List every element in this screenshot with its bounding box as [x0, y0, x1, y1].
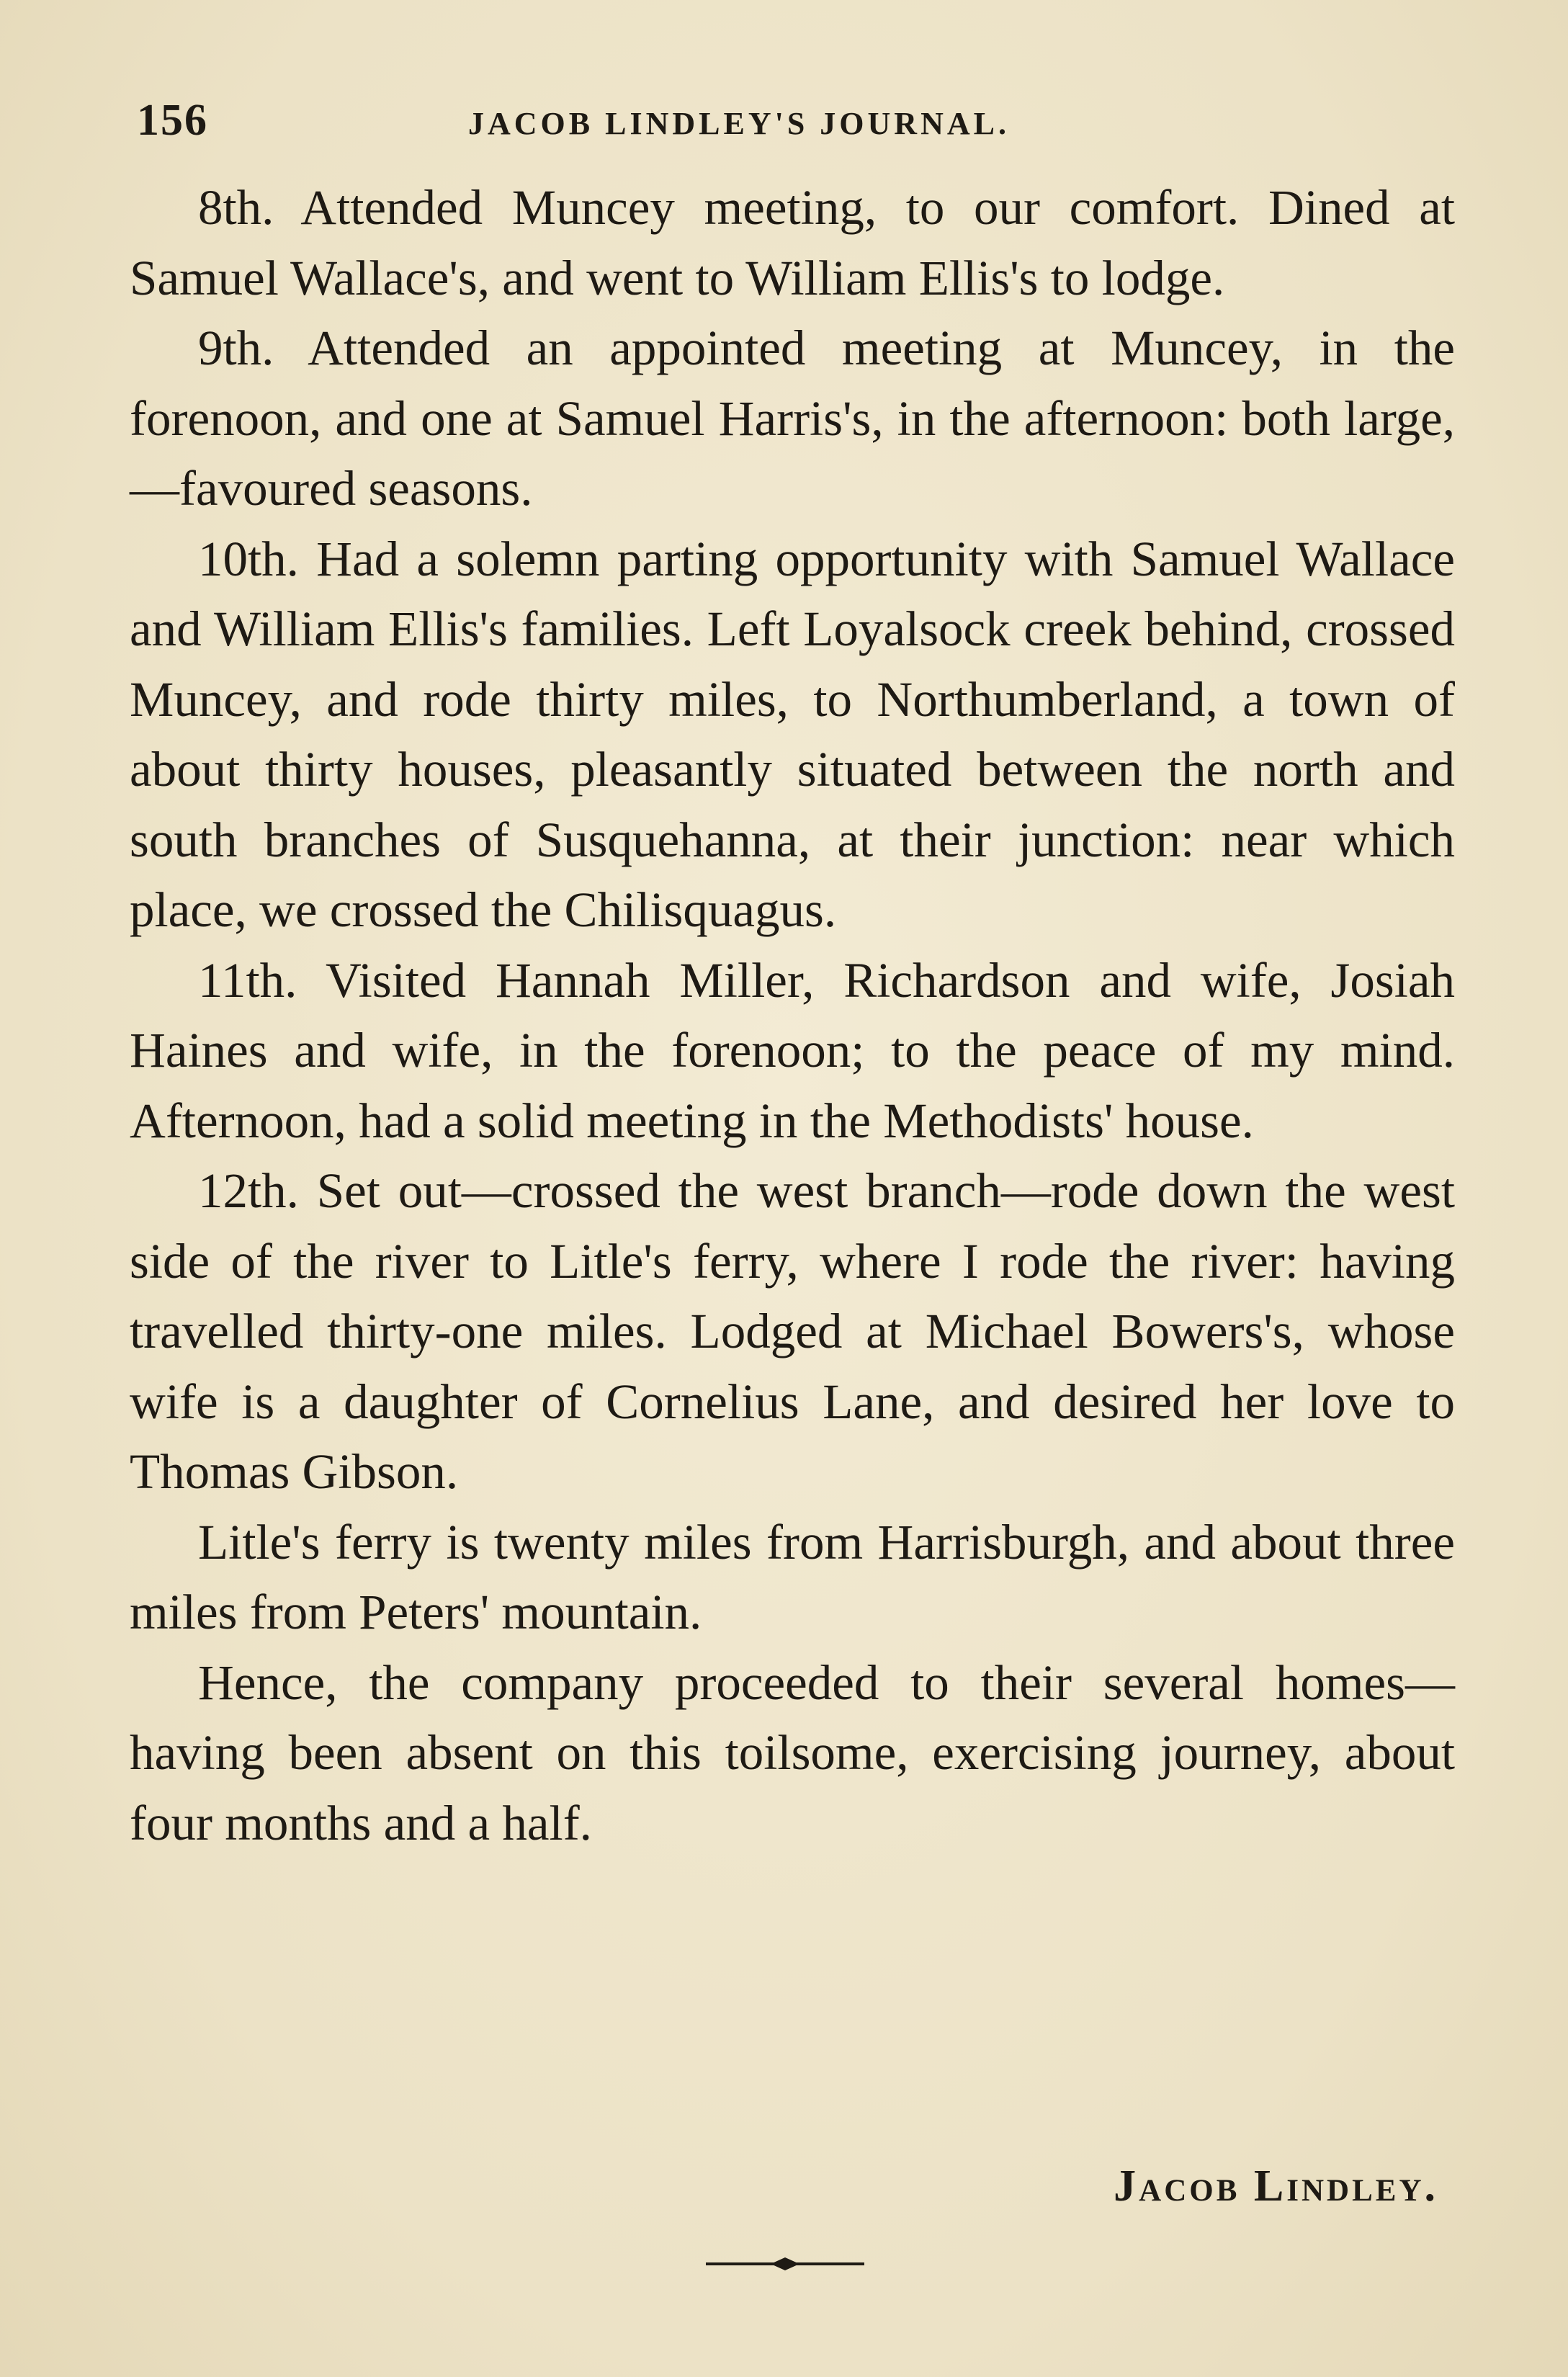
- entry-9th: 9th. Attended an appointed meeting at Muncey, in the forenoon, and one at Samuel Harris's, in the afternoon: both large,—favoured seasons.: [130, 321, 1455, 516]
- entry-12th: 12th. Set out—crossed the west branch—rode down the west side of the river to Litle's ferry, where I rode the river: having travelled thirty-one miles. Lodged at Michael Bowers's, whose wife is a daughter of Cornelius Lane, and desired her love to Thomas Gibson.: [130, 1163, 1455, 1499]
- author-signature: Jacob Lindley.: [1114, 2162, 1438, 2211]
- entry-10th: 10th. Had a solemn parting opportunity with Samuel Wallace and William Ellis's families. Left Loyalsock creek behind, crossed Muncey, and rode thirty miles, to Northumberland, a town of about thirty houses, pleasantly situated between the north and south branches of Susquehanna, at their junction: near which place, we crossed the Chilisquagus.: [130, 531, 1455, 937]
- journal-text: [130, 173, 1455, 1858]
- entry-8th: 8th. Attended Muncey meeting, to our comfort. Dined at Samuel Wallace's, and went to William Ellis's to lodge.: [130, 180, 1455, 305]
- paragraph-litles-ferry: Litle's ferry is twenty miles from Harrisburgh, and about three miles from Peters' mountain.: [130, 1514, 1455, 1639]
- page-number: 156: [137, 96, 208, 145]
- entry-11th: 11th. Visited Hannah Miller, Richardson and wife, Josiah Haines and wife, in the forenoon; to the peace of my mind. Afternoon, had a solid meeting in the Methodists' house.: [130, 952, 1455, 1148]
- page-header: [137, 95, 1462, 146]
- ornament-rule-icon: [706, 2253, 864, 2275]
- paragraph-conclusion: Hence, the company proceeded to their several homes—having been absent on this toilsome, exercising journey, about four months and a half.: [130, 1655, 1455, 1850]
- running-head: JACOB LINDLEY'S JOURNAL.: [468, 106, 1010, 141]
